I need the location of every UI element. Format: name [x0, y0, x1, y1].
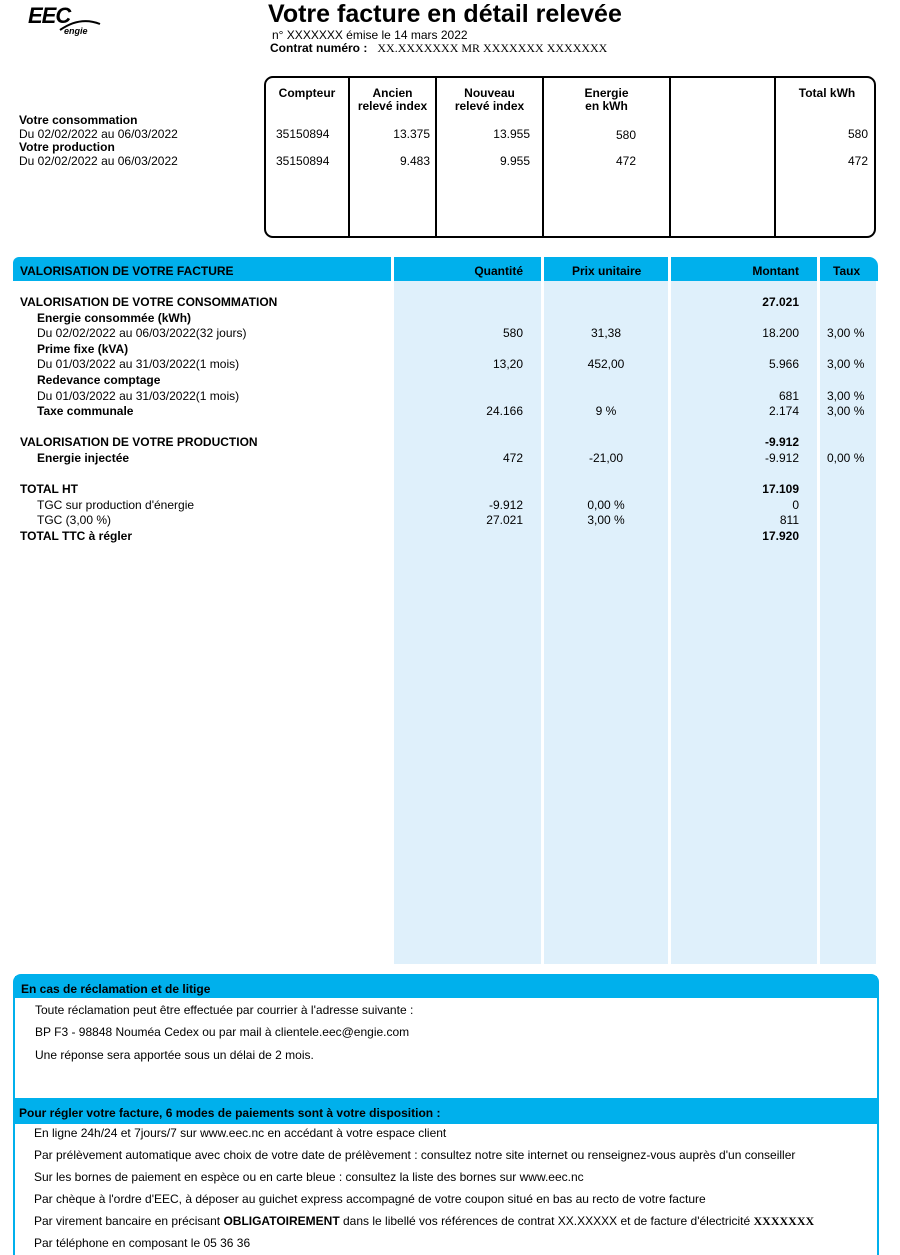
- tgc-prod-quantite: -9.912: [488, 498, 523, 512]
- old-index: 13.375: [393, 127, 430, 141]
- energie-taux: 3,00 %: [827, 326, 865, 340]
- prime-period: Du 01/03/2022 au 31/03/2022(1 mois): [37, 357, 240, 371]
- tgc-montant: 811: [779, 513, 799, 527]
- old-index: 9.483: [399, 154, 430, 168]
- paiement-line-part: dans le libellé vos références de contrat XX.XXXXX et de facture d'électricité: [339, 1214, 754, 1228]
- conso-total: 27.021: [762, 295, 799, 309]
- conso-title: VALORISATION DE VOTRE CONSOMMATION: [20, 295, 278, 309]
- redevance-label: Redevance comptage: [37, 373, 161, 387]
- tgc-prod-prix: 0,00 %: [587, 498, 625, 512]
- total-ht-label: TOTAL HT: [20, 482, 78, 496]
- redevance-montant: 681: [778, 389, 799, 403]
- energie-quantite: 580: [502, 326, 523, 340]
- col-ancien: [350, 87, 435, 113]
- injectee-label: Energie injectée: [37, 451, 130, 465]
- column-quantite-fill: [394, 281, 541, 964]
- paiement-header: Pour régler votre facture, 6 modes de paiements sont à votre disposition :: [15, 1100, 877, 1124]
- paiement-line: Par chèque à l'ordre d'EEC, à déposer au guichet express accompagné de votre coupon situé en bas au recto de votre facture: [34, 1192, 706, 1206]
- header-quantite: [394, 257, 541, 281]
- meter-number: 35150894: [276, 154, 330, 168]
- energie-prix: 31,38: [590, 326, 622, 340]
- litige-header: En cas de réclamation et de litige: [15, 976, 877, 998]
- total-ttc-montant: 17.920: [762, 529, 799, 543]
- litige-line: BP F3 - 98848 Nouméa Cedex ou par mail à clientele.eec@engie.com: [35, 1025, 410, 1039]
- invoice-number: n° XXXXXXX émise le 14 mars 2022: [272, 28, 468, 42]
- col-ancien-line1: Ancien: [372, 86, 413, 100]
- contract-label: Contrat numéro :: [270, 41, 368, 55]
- redevance-taux: 3,00 %: [827, 389, 865, 403]
- logo-swoosh-icon: [58, 18, 102, 32]
- litige-line: Toute réclamation peut être effectuée par courrier à l'adresse suivante :: [35, 1003, 414, 1017]
- total-ht-montant: 17.109: [762, 482, 799, 496]
- injectee-quantite: 472: [502, 451, 523, 465]
- prime-taux: 3,00 %: [827, 357, 865, 371]
- energie-label: Energie consommée (kWh): [37, 311, 192, 325]
- litige-panel: [13, 974, 879, 1098]
- row-label-production: Votre production: [19, 140, 115, 154]
- col-compteur: Compteur: [278, 86, 336, 100]
- divider: [669, 76, 671, 238]
- col-nouveau-line2: relevé index: [454, 99, 525, 113]
- prime-prix: 452,00: [587, 357, 625, 371]
- paiement-line: Par prélèvement automatique avec choix de votre date de prélèvement : consultez notre site internet ou renseignez-vous auprès d'un conseiller: [34, 1148, 796, 1162]
- contract-line: [270, 41, 607, 56]
- invoice-reference: XXXXXXX: [753, 1214, 815, 1228]
- taxe-prix: 9 %: [595, 404, 617, 418]
- energy-kwh: 472: [615, 154, 636, 168]
- prime-label: Prime fixe (kVA): [37, 342, 129, 356]
- paiement-line: [34, 1214, 814, 1228]
- col-nouveau: [437, 87, 542, 113]
- header-montant-label: Montant: [752, 264, 799, 278]
- injectee-prix: -21,00: [588, 451, 624, 465]
- injectee-montant: -9.912: [764, 451, 799, 465]
- row-period: Du 02/02/2022 au 06/03/2022: [19, 154, 178, 168]
- energy-kwh: 580: [615, 128, 636, 142]
- paiement-line: Par téléphone en composant le 05 36 36: [34, 1236, 251, 1250]
- paiement-panel: [13, 1098, 879, 1255]
- tgc-prod-label: TGC sur production d'énergie: [37, 498, 195, 512]
- total-ttc-label: TOTAL TTC à régler: [20, 529, 133, 543]
- taxe-taux: 3,00 %: [827, 404, 865, 418]
- page-title: Votre facture en détail relevée: [268, 0, 622, 28]
- header-montant: [671, 257, 817, 281]
- paiement-line: En ligne 24h/24 et 7jours/7 sur www.eec.nc en accédant à votre espace client: [34, 1126, 447, 1140]
- col-energie: [544, 87, 669, 113]
- new-index: 9.955: [499, 154, 530, 168]
- prod-total: -9.912: [764, 435, 799, 449]
- paiement-line-emphasis: OBLIGATOIREMENT: [223, 1214, 340, 1228]
- redevance-period: Du 01/03/2022 au 31/03/2022(1 mois): [37, 389, 240, 403]
- taxe-quantite: 24.166: [486, 404, 523, 418]
- taxe-montant: 2.174: [768, 404, 799, 418]
- valorisation-header-label: VALORISATION DE VOTRE FACTURE: [20, 264, 234, 278]
- tgc-prod-montant: 0: [792, 498, 799, 512]
- col-energie-line1: Energie: [584, 86, 629, 100]
- column-prix-fill: [544, 281, 668, 964]
- prime-montant: 5.966: [768, 357, 799, 371]
- contract-value: XX.XXXXXXX MR XXXXXXX XXXXXXX: [377, 41, 608, 55]
- energie-montant: 18.200: [762, 326, 799, 340]
- litige-line: Une réponse sera apportée sous un délai de 2 mois.: [35, 1048, 314, 1062]
- column-montant-fill: [671, 281, 817, 964]
- total-kwh: 472: [847, 154, 868, 168]
- prod-title: VALORISATION DE VOTRE PRODUCTION: [20, 435, 258, 449]
- header-quantite-label: Quantité: [474, 264, 523, 278]
- logo-engie: engie: [64, 26, 88, 36]
- prime-quantite: 13,20: [492, 357, 523, 371]
- valorisation-header: [13, 257, 391, 281]
- column-taux-fill: [820, 281, 876, 964]
- total-kwh: 580: [847, 127, 868, 141]
- paiement-line: Sur les bornes de paiement en espèce ou en carte bleue : consultez la liste des bornes sur www.eec.nc: [34, 1170, 584, 1184]
- header-taux: [820, 257, 878, 281]
- col-ancien-line2: relevé index: [357, 99, 428, 113]
- row-period: Du 02/02/2022 au 06/03/2022: [19, 127, 178, 141]
- logo-eec: EEC: [28, 3, 71, 28]
- new-index: 13.955: [493, 127, 530, 141]
- tgc-quantite: 27.021: [486, 513, 523, 527]
- paiement-line-part: Par virement bancaire en précisant: [34, 1214, 224, 1228]
- header-prix: [544, 257, 668, 281]
- meter-number: 35150894: [276, 127, 330, 141]
- injectee-taux: 0,00 %: [827, 451, 865, 465]
- tgc-label: TGC (3,00 %): [37, 513, 112, 527]
- header-taux-label: Taux: [833, 264, 861, 278]
- col-nouveau-line1: Nouveau: [464, 86, 515, 100]
- header-prix-label: Prix unitaire: [572, 264, 642, 278]
- row-label-consommation: Votre consommation: [19, 113, 138, 127]
- taxe-label: Taxe communale: [37, 404, 134, 418]
- tgc-prix: 3,00 %: [587, 513, 625, 527]
- col-energie-line2: en kWh: [585, 99, 628, 113]
- energie-period: Du 02/02/2022 au 06/03/2022(32 jours): [37, 326, 247, 340]
- col-total-kwh: Total kWh: [798, 86, 856, 100]
